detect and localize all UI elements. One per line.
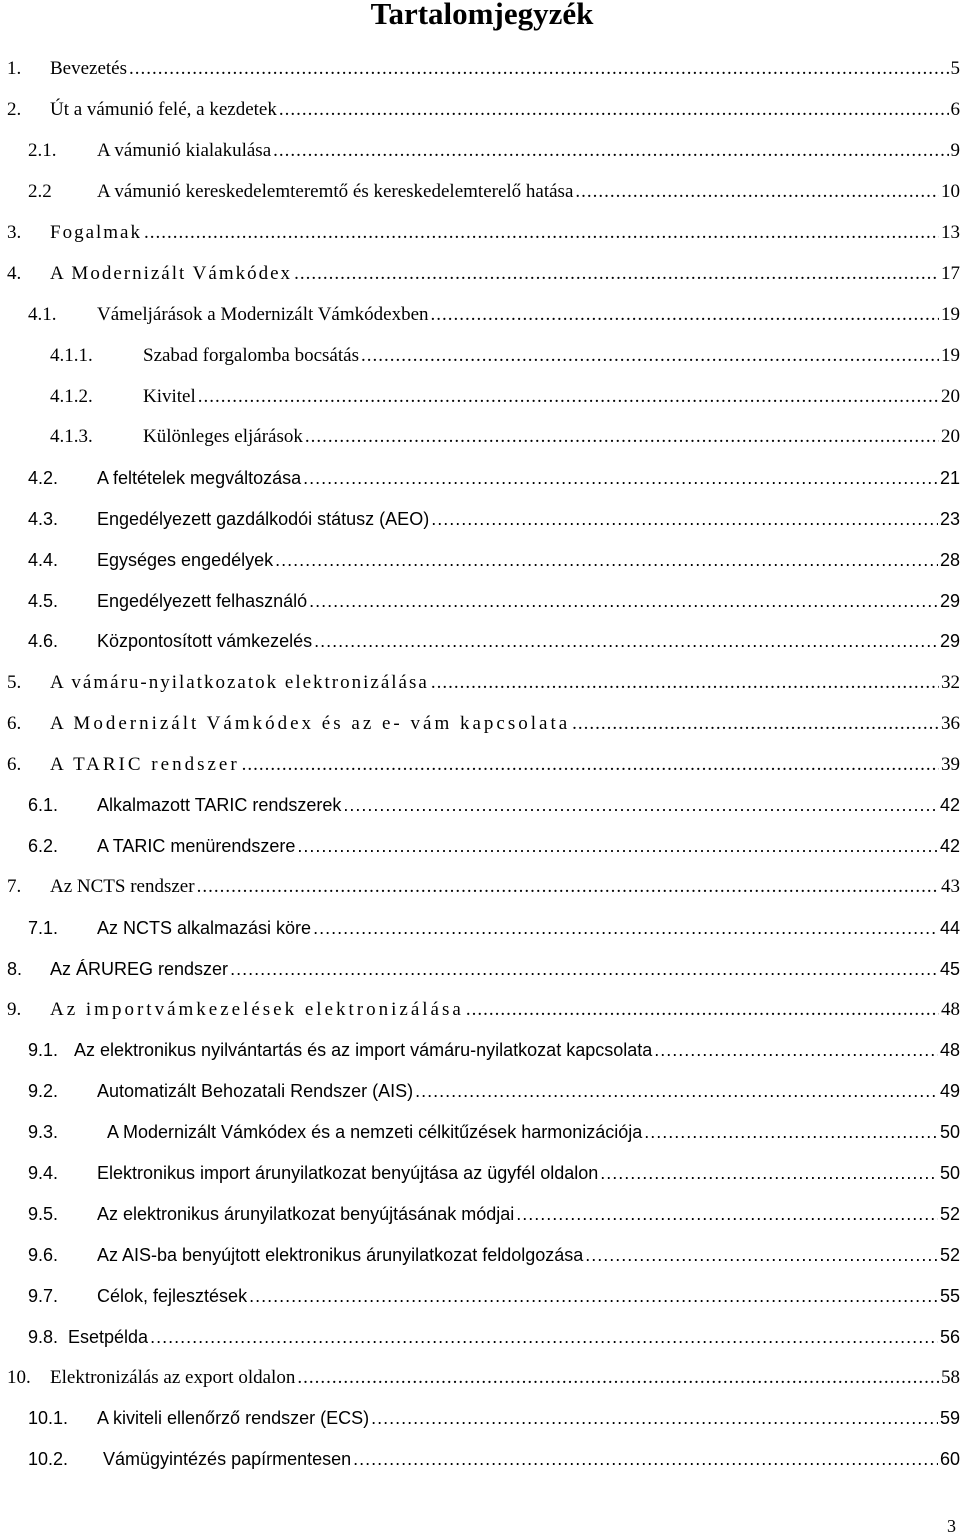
toc-entry[interactable] (0, 213, 960, 254)
toc-entry[interactable] (0, 1358, 960, 1399)
toc-entry-page: 43 (941, 876, 960, 898)
toc-entry-title: Az NCTS rendszer (50, 876, 195, 898)
toc-entry-title: A TARIC menürendszere (97, 835, 296, 856)
toc-entry[interactable] (0, 499, 960, 540)
toc-entry-page: 32 (941, 671, 960, 693)
toc-leader-dots (303, 468, 938, 489)
toc-entry-number: 8. (7, 958, 23, 979)
toc-entry[interactable] (0, 949, 960, 990)
toc-entry-title: A TARIC rendszer (50, 753, 240, 775)
toc-entry[interactable] (0, 867, 960, 908)
toc-entry-page: 29 (939, 631, 960, 652)
toc-entry-page: 50 (939, 1122, 960, 1143)
toc-entry-title: A Modernizált Vámkódex és az e- vám kapcsolata (50, 712, 571, 734)
toc-entry-number: 1. (7, 58, 22, 80)
toc-leader-dots (572, 713, 939, 735)
toc-leader-dots (129, 58, 948, 80)
toc-entry-page: 17 (941, 262, 960, 284)
toc-entry-number: 9.2. (28, 1081, 59, 1102)
toc-entry-page: 45 (939, 958, 960, 979)
toc-entry-title: Elektronikus import árunyilatkozat benyújtása az ügyfél oldalon (97, 1162, 599, 1183)
toc-entry-number: 9.4. (28, 1162, 59, 1183)
toc-entry-title: Központosított vámkezelés (97, 631, 313, 652)
toc-entry[interactable] (0, 703, 960, 744)
toc-entry-page: 60 (939, 1449, 960, 1470)
toc-leader-dots (198, 386, 939, 408)
toc-entry-number: 9.6. (28, 1244, 59, 1265)
toc-entry[interactable] (0, 1317, 960, 1358)
toc-entry-number: 4.2. (28, 467, 59, 488)
toc-entry[interactable] (0, 989, 960, 1030)
toc-leader-dots (431, 304, 939, 326)
toc-entry-page: 42 (939, 794, 960, 815)
toc-leader-dots (415, 1081, 938, 1102)
toc-entry-title: Egységes engedélyek (97, 549, 274, 570)
toc-entry-number: 4.6. (28, 631, 59, 652)
toc-entry-page: 21 (939, 467, 960, 488)
toc-entry-page: 52 (939, 1203, 960, 1224)
toc-entry[interactable] (0, 335, 960, 376)
toc-entry-page: 36 (941, 712, 960, 734)
toc-entry-number: 4. (7, 262, 22, 284)
toc-entry-number: 6.2. (28, 835, 59, 856)
toc-leader-dots (516, 1204, 938, 1225)
toc-entry[interactable] (0, 1439, 960, 1480)
toc-entry-number: 5. (7, 671, 22, 693)
toc-entry-number: 4.1.3. (50, 426, 93, 448)
toc-entry-page: 19 (941, 303, 960, 325)
toc-entry-page: 44 (939, 917, 960, 938)
toc-entry-title: A Modernizált Vámkódex (50, 262, 293, 284)
toc-leader-dots (230, 959, 938, 980)
toc-entry-number: 9.5. (28, 1203, 59, 1224)
toc-leader-dots (273, 140, 948, 162)
toc-entry-title: A feltételek megváltozása (97, 467, 302, 488)
toc-entry[interactable] (0, 417, 960, 458)
toc-entry-page: 20 (941, 385, 960, 407)
toc-leader-dots (197, 876, 939, 898)
toc-entry[interactable] (0, 785, 960, 826)
toc-entry-number: 6. (7, 753, 22, 775)
toc-entry-number: 7.1. (28, 917, 59, 938)
toc-entry-title: A vámunió kialakulása (97, 140, 272, 162)
toc-leader-dots (361, 345, 939, 367)
toc-entry-page: 29 (939, 590, 960, 611)
toc-entry-title: Elektronizálás az export oldalon (50, 1366, 296, 1388)
toc-entry[interactable] (0, 458, 960, 499)
toc-entry-title: Kivitel (143, 385, 196, 407)
toc-entry[interactable] (0, 826, 960, 867)
toc-leader-dots (644, 1122, 938, 1143)
toc-entry[interactable] (0, 172, 960, 213)
toc-leader-dots (654, 1040, 938, 1061)
toc-entry-number: 9.8. (28, 1326, 59, 1347)
toc-entry-page: 49 (939, 1081, 960, 1102)
toc-entry-title: Célok, fejlesztések (97, 1285, 248, 1306)
toc-entry-number: 10. (7, 1366, 31, 1388)
toc-entry-page: 5 (950, 58, 960, 80)
toc-entry-title: A vámáru-nyilatkozatok elektronizálása (50, 671, 429, 693)
toc-leader-dots (275, 550, 938, 571)
toc-entry[interactable] (0, 253, 960, 294)
toc-entry-page: 55 (939, 1285, 960, 1306)
toc-entry-title: Bevezetés (50, 58, 128, 80)
toc-entry-number: 4.5. (28, 590, 59, 611)
toc-entry-number: 2. (7, 99, 22, 121)
toc-entry[interactable] (0, 1194, 960, 1235)
toc-leader-dots (431, 672, 939, 694)
toc-entry-title: Az elektronikus árunyilatkozat benyújtásának módjai (97, 1203, 515, 1224)
toc-entry-page: 58 (941, 1366, 960, 1388)
toc-entry-title: Az elektronikus nyilvántartás és az import vámáru-nyilatkozat kapcsolata (74, 1040, 653, 1061)
toc-leader-dots (305, 426, 939, 448)
toc-entry[interactable] (0, 1153, 960, 1194)
toc-leader-dots (343, 795, 938, 816)
toc-entry[interactable] (0, 1030, 960, 1071)
toc-entry-page: 19 (941, 344, 960, 366)
toc-entry-title: Az ÁRUREG rendszer (50, 958, 229, 979)
toc-entry-page: 23 (939, 508, 960, 529)
toc-entry[interactable] (0, 1276, 960, 1317)
toc-entry-title: Az NCTS alkalmazási köre (97, 917, 312, 938)
toc-entry-page: 50 (939, 1162, 960, 1183)
toc-leader-dots (600, 1163, 938, 1184)
toc-entry[interactable] (0, 621, 960, 662)
toc-entry-page: 20 (941, 426, 960, 448)
toc-entry-page: 56 (939, 1326, 960, 1347)
toc-entry[interactable] (0, 90, 960, 131)
toc-leader-dots (297, 836, 938, 857)
toc-entry-number: 4.1. (28, 303, 57, 325)
toc-entry-title: Vámügyintézés papírmentesen (103, 1449, 352, 1470)
toc-entry-number: 9. (7, 998, 22, 1020)
toc-entry-number: 2.2 (28, 181, 52, 203)
toc-entry-title: Fogalmak (50, 222, 142, 243)
toc-entry-number: 10.2. (28, 1449, 69, 1470)
toc-entry-number: 9.7. (28, 1285, 59, 1306)
toc-entry-number: 4.3. (28, 508, 59, 529)
toc-entry-title: A Modernizált Vámkódex és a nemzeti célkitűzések harmonizációja (107, 1122, 643, 1143)
toc-entry[interactable] (0, 1398, 960, 1439)
toc-entry-number: 9.1. (28, 1040, 59, 1061)
toc-leader-dots (575, 181, 939, 203)
toc-leader-dots (371, 1408, 938, 1429)
toc-entry-title: Alkalmazott TARIC rendszerek (97, 794, 342, 815)
toc-entry[interactable] (0, 376, 960, 417)
toc-entry-number: 4.1.2. (50, 385, 93, 407)
toc-leader-dots (314, 631, 938, 652)
toc-leader-dots (249, 1286, 938, 1307)
toc-leader-dots (431, 509, 938, 530)
toc-entry-page: 10 (941, 181, 960, 203)
toc-leader-dots (242, 754, 939, 776)
toc-entry[interactable] (0, 1235, 960, 1276)
toc-entry-title: Szabad forgalomba bocsátás (143, 344, 359, 366)
toc-entry-number: 6.1. (28, 794, 59, 815)
toc-entry[interactable] (0, 294, 960, 335)
toc-entry-page: 52 (939, 1244, 960, 1265)
toc-entry-page: 6 (950, 99, 960, 121)
toc-entry-title: A kiviteli ellenőrző rendszer (ECS) (97, 1408, 370, 1429)
toc-entry-title: Út a vámunió felé, a kezdetek (50, 99, 277, 121)
toc-leader-dots (294, 263, 939, 285)
page-number: 3 (947, 1516, 956, 1536)
toc-leader-dots (297, 1367, 939, 1389)
toc-entry-page: 59 (939, 1408, 960, 1429)
toc-entry-number: 4.4. (28, 549, 59, 570)
toc-leader-dots (585, 1245, 938, 1266)
page-title: Tartalomjegyzék (370, 0, 594, 31)
toc-entry-title: Engedélyezett felhasználó (97, 590, 308, 611)
toc-leader-dots (144, 222, 939, 244)
toc-entry[interactable] (0, 1071, 960, 1112)
toc-entry-page: 39 (941, 753, 960, 775)
toc-entry-title: Esetpélda (68, 1326, 149, 1347)
toc-entry-title: Az importvámkezelések elektronizálása (50, 998, 464, 1020)
toc-entry-number: 6. (7, 712, 22, 734)
toc-entry-page: 28 (939, 549, 960, 570)
toc-entry-title: Vámeljárások a Modernizált Vámkódexben (97, 303, 429, 325)
toc-leader-dots (313, 918, 938, 939)
toc-entry-page: 48 (941, 998, 960, 1020)
toc-entry-title: Különleges eljárások (143, 426, 303, 448)
toc-leader-dots (279, 99, 949, 121)
toc-entry[interactable] (0, 908, 960, 949)
toc-entry[interactable] (0, 662, 960, 703)
toc-entry-title: A vámunió kereskedelemteremtő és kereskedelemterelő hatása (97, 181, 574, 203)
toc-entry-page: 42 (939, 835, 960, 856)
table-of-contents (0, 49, 960, 1480)
toc-entry[interactable] (0, 581, 960, 622)
toc-entry-title: Automatizált Behozatali Rendszer (AIS) (97, 1081, 414, 1102)
toc-entry[interactable] (0, 49, 960, 90)
toc-entry[interactable] (0, 131, 960, 172)
toc-leader-dots (353, 1449, 938, 1470)
toc-leader-dots (466, 999, 939, 1021)
toc-entry-number: 3. (7, 222, 22, 243)
toc-entry-number: 9.3. (28, 1122, 59, 1143)
toc-entry[interactable] (0, 1112, 960, 1153)
toc-entry-number: 4.1.1. (50, 344, 93, 366)
toc-entry-page: 13 (941, 222, 960, 243)
toc-entry[interactable] (0, 744, 960, 785)
toc-entry-title: Az AIS-ba benyújtott elektronikus árunyilatkozat feldolgozása (97, 1244, 584, 1265)
toc-entry-title: Engedélyezett gazdálkodói státusz (AEO) (97, 508, 430, 529)
toc-entry[interactable] (0, 540, 960, 581)
toc-leader-dots (309, 591, 938, 612)
toc-entry-page: 9 (950, 140, 960, 162)
toc-entry-page: 48 (939, 1040, 960, 1061)
toc-entry-number: 10.1. (28, 1408, 69, 1429)
toc-entry-number: 7. (7, 876, 22, 898)
toc-leader-dots (150, 1327, 938, 1348)
toc-entry-number: 2.1. (28, 140, 57, 162)
